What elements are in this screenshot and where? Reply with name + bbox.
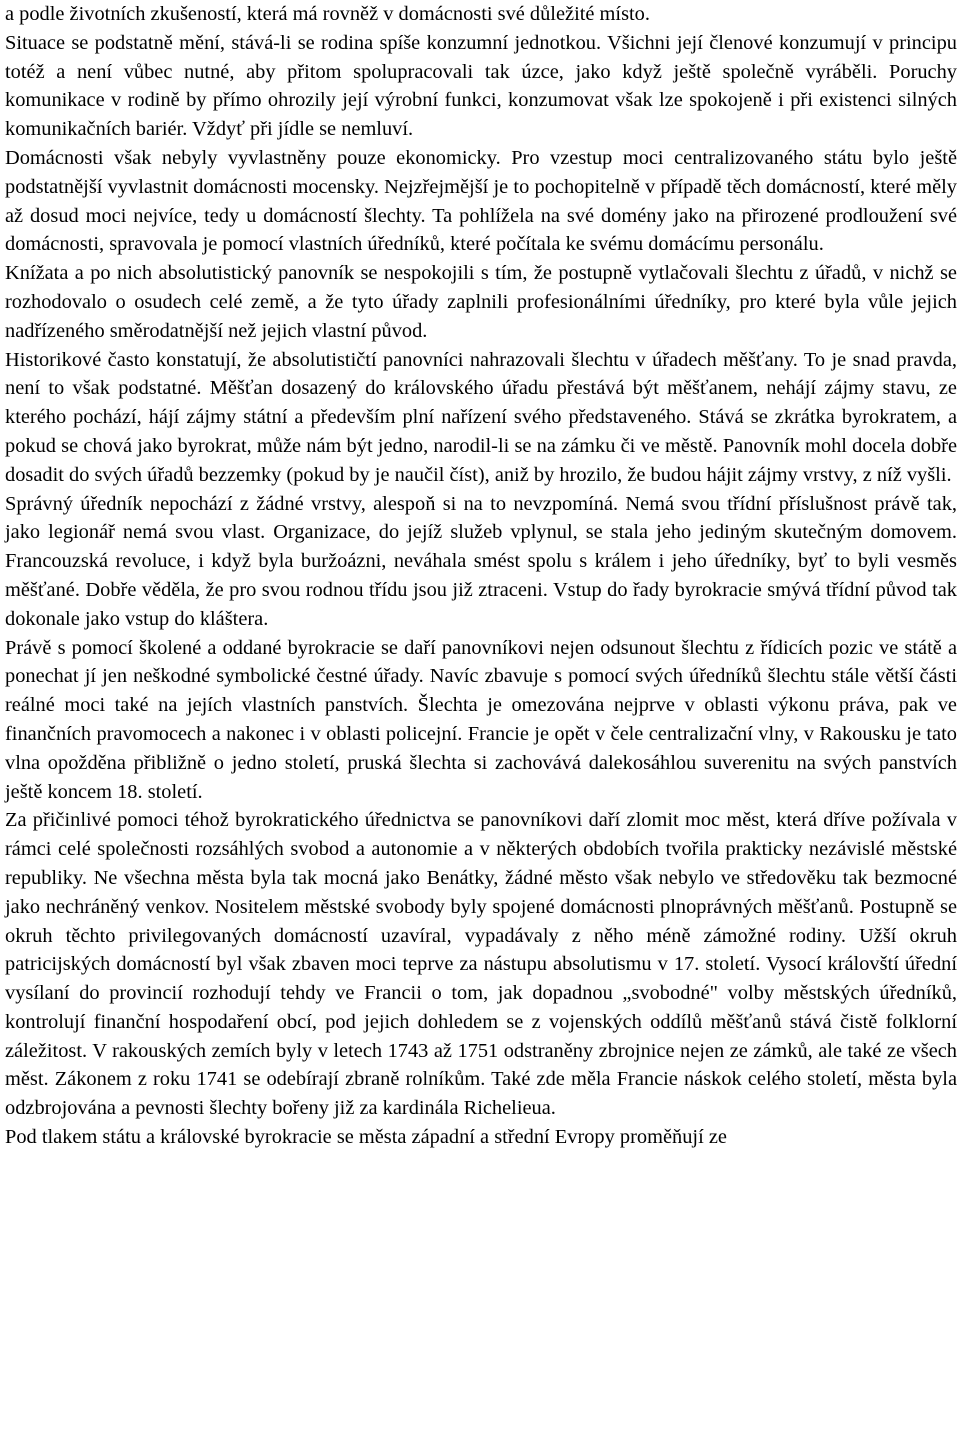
paragraph-4: Knížata a po nich absolutistický panovník se nespokojili s tím, že postupně vytlačovali šlechtu z úřadů, v nichž se rozhodovalo o osudech celé země, a že tyto úřady zaplnili profesionálními úředníky, pro které byla vůle jejich nadřízeného směrodatnější než jejich vlastní původ. — [5, 262, 957, 342]
paragraph-9: Pod tlakem státu a královské byrokracie se města západní a střední Evropy proměňují ze — [5, 1126, 727, 1149]
paragraph-1: a podle životních zkušeností, která má rovněž v domácnosti své důležité místo. — [5, 3, 650, 25]
paragraph-8: Za přičinlivé pomoci téhož byrokratického úřednictva se panovníkovi daří zlomit moc měst, která dříve požívala v rámci celé společnosti rozsáhlých svobod a autonomie a v některých obdobích tvořila prakticky nezávislé městské republiky. Ne všechna města byla tak mocná jako Benátky, žádné město však nebylo ve středověku tak bezmocné jako nechráněný venkov. Nositelem městské svobody byly spojené domácnosti plnoprávných měšťanů. Postupně se okruh těchto privilegovaných domácností uzavíral, vypadávaly z něho méně zámožné rodiny. Užší okruh patricijských domácností byl však zbaven moci teprve za nástupu absolutismu v 17. století. Vysocí královští úřední vysílaní do provincií rozhodují tehdy ve Francii o tom, jak dopadnou „svobodné" volby městských úředníků, kontrolují finanční hospodaření obcí, pod jejich dohledem se z vojenských oddílů měšťanů stává čistě folklorní záležitost. V rakouských zemích byly v letech 1743 až 1751 odstraněny zbrojnice nejen ze zámků, ale také ze všech měst. Zákonem z roku 1741 se odebírají zbraně rolníkům. Také zde měla Francie náskok celého století, města byla odzbrojována a pevnosti šlechty bořeny již za kardinála Richelieua. — [5, 809, 957, 1120]
paragraph-6: Správný úředník nepochází z žádné vrstvy, alespoň si na to nevzpomíná. Nemá svou třídní příslušnost právě tak, jako legionář nemá svou vlast. Organizace, do jejíž služeb vplynul, se stala jeho jediným skutečným domovem. Francouzská revoluce, i když byla buržoázni, neváhala smést spolu s králem i jeho úředníky, byť to byli vesměs měšťané. Dobře věděla, že pro svou rodnou třídu jsou již ztraceni. Vstup do řady byrokracie smývá třídní původ tak dokonale jako vstup do kláštera. — [5, 492, 957, 630]
paragraph-5: Historikové často konstatují, že absolutističtí panovníci nahrazovali šlechtu v úřadech měšťany. To je snad pravda, není to však podstatné. Měšťan dosazený do královského úřadu přestává být měšťanem, nehájí zájmy stavu, ze kterého pochází, hájí zájmy státní a především plní nařízení svého představeného. Stává se zkrátka byrokratem, a pokud se chová jako byrokrat, může nám být jedno, narodil-li se na zámku či ve městě. Panovník mohl docela dobře dosadit do svých úřadů bezzemky (pokud by je naučil číst), aniž by hrozilo, že budou hájit zájmy vrstvy, z níž vyšli. — [5, 348, 957, 486]
paragraph-7: Právě s pomocí školené a oddané byrokracie se daří panovníkovi nejen odsunout šlechtu z řídicích pozic ve státě a ponechat jí jen neškodné symbolické čestné úřady. Navíc zbavuje s pomocí svých úředníků šlechtu stále větší části reálné moci také na jejích vlastních panstvích. Šlechta je omezována nejprve v oblasti výkonu práva, pak ve finančních pravomocech a nakonec i v oblasti policejní. Francie je opět v čele centralizační vlny, v Rakousku je tato vlna opožděna přibližně o jedno století, pruská šlechta si zachovává dalekosáhlou suverenitu na svých panstvích ještě koncem 18. století. — [5, 636, 957, 803]
paragraph-3: Domácnosti však nebyly vyvlastněny pouze ekonomicky. Pro vzestup moci centralizovaného státu bylo ještě podstatnější vyvlastnit domácnosti mocensky. Nejzřejmější je to pochopitelně v případě těch domácností, které měly až dosud moci nejvíce, tedy u domácností šlechty. Ta pohlížela na své domény jako na přirozené prodloužení své domácnosti, spravovala je pomocí vlastních úředníků, které počítala ke svému domácímu personálu. — [5, 146, 957, 256]
paragraph-2: Situace se podstatně mění, stává-li se rodina spíše konzumní jednotkou. Všichni její členové konzumují v principu totéž a není vůbec nutné, aby přitom spolupracovali tak úzce, jako když ještě společně vyráběli. Poruchy komunikace v rodině by přímo ohrozily její výrobní funkci, konzumovat však lze spokojeně i při existenci silných komunikačních bariér. Vždyť při jídle se nemluví. — [5, 31, 957, 141]
